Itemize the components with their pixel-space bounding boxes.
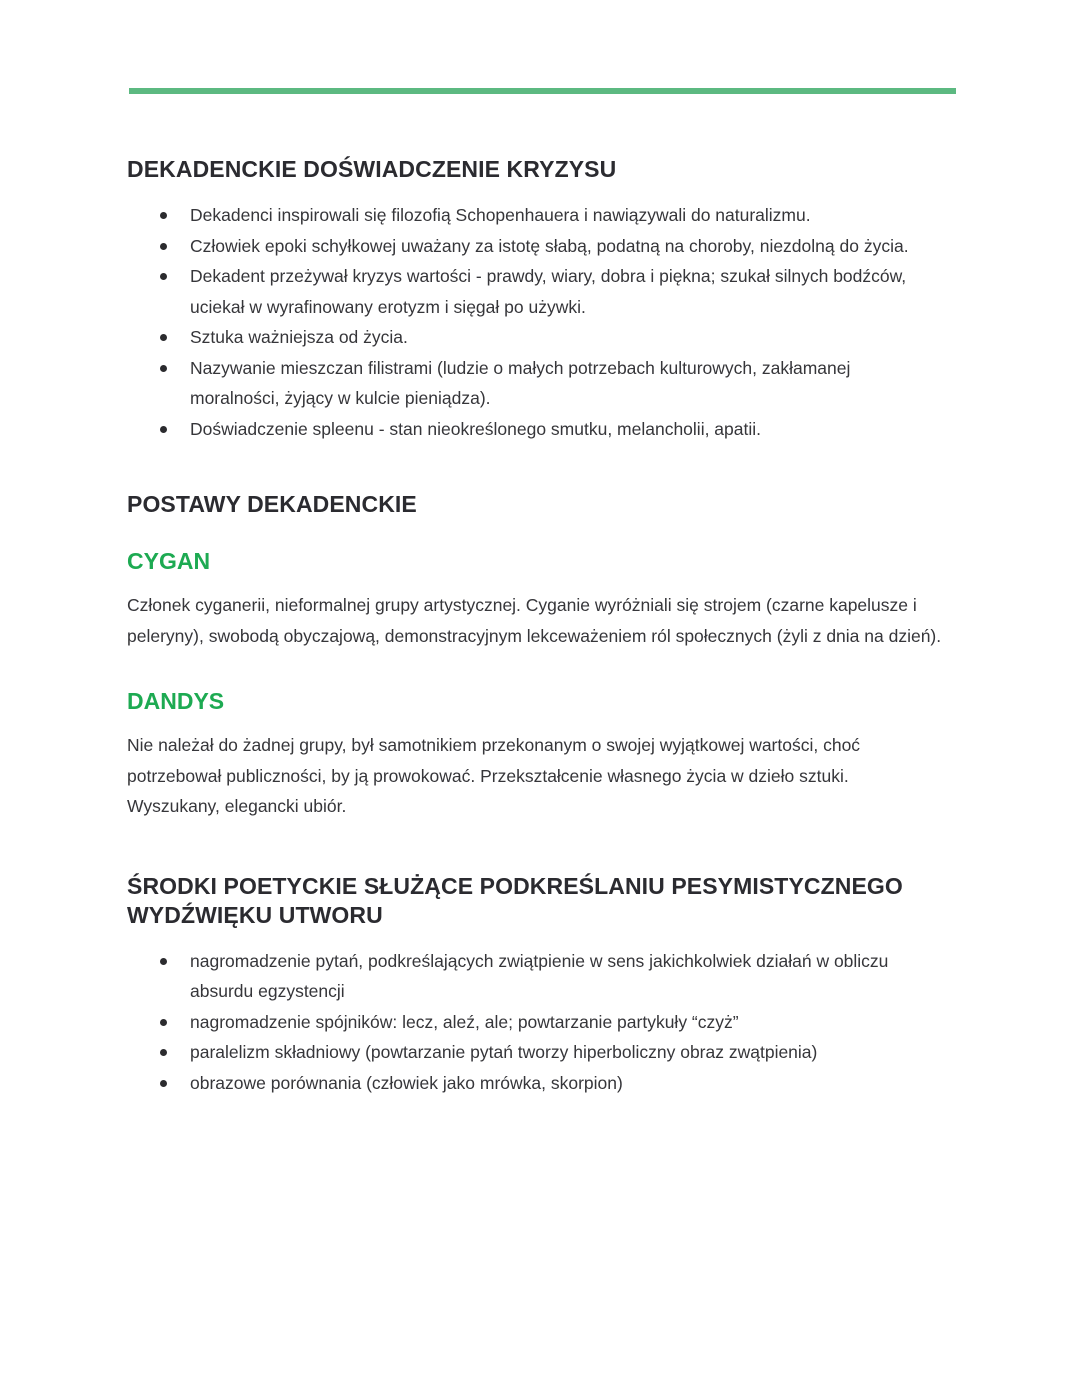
list-item: nagromadzenie spójników: lecz, aleź, ale; powtarzanie partykuły “czyż” (127, 1007, 942, 1038)
list-item: Sztuka ważniejsza od życia. (127, 322, 942, 353)
top-divider (129, 88, 956, 94)
list-item: Człowiek epoki schyłkowej uważany za istotę słabą, podatną na choroby, niezdolną do życia. (127, 231, 942, 262)
list-item: Nazywanie mieszczan filistrami (ludzie o małych potrzebach kulturowych, zakłamanej moralności, żyjący w kulcie pieniądza). (127, 353, 942, 414)
list-item: paralelizm składniowy (powtarzanie pytań tworzy hiperboliczny obraz zwątpienia) (127, 1037, 942, 1068)
section-title-kryzys: DEKADENCKIE DOŚWIADCZENIE KRYZYSU (127, 156, 617, 182)
section-title-postawy: POSTAWY DEKADENCKIE (127, 491, 417, 517)
list-item: nagromadzenie pytań, podkreślających zwiątpienie w sens jakichkolwiek działań w obliczu absurdu egzystencji (127, 946, 942, 1007)
document-content (127, 155, 942, 1098)
paragraph-cygan: Członek cyganerii, nieformalnej grupy artystycznej. Cyganie wyróżniali się strojem (czarne kapelusze i peleryny), swobodą obyczajową, demonstracyjnym lekceważeniem ról społecznych (żyli z dnia na dzień). (127, 595, 942, 646)
list-item: Dekadent przeżywał kryzys wartości - prawdy, wiary, dobra i piękna; szukał silnych bodźców, uciekał w wyrafinowany erotyzm i sięgał po używki. (127, 261, 942, 322)
section-title-srodki: ŚRODKI POETYCKIE SŁUŻĄCE PODKREŚLANIU PESYMISTYCZNEGO WYDŹWIĘKU UTWORU (127, 872, 903, 928)
list-item: obrazowe porównania (człowiek jako mrówka, skorpion) (127, 1068, 942, 1099)
subsection-title-dandys: DANDYS (127, 688, 225, 714)
list-item: Dekadenci inspirowali się filozofią Schopenhauera i nawiązywali do naturalizmu. (127, 200, 942, 231)
list-item: Doświadczenie spleenu - stan nieokreślonego smutku, melancholii, apatii. (127, 414, 942, 445)
srodki-list (127, 946, 942, 1099)
kryzys-list (127, 200, 942, 444)
paragraph-dandys: Nie należał do żadnej grupy, był samotnikiem przekonanym o swojej wyjątkowej wartości, choć potrzebował publiczności, by ją prowokować. Przekształcenie własnego życia w dzieło sztuki. Wyszukany, elegancki ubiór. (127, 735, 861, 816)
subsection-title-cygan: CYGAN (127, 548, 211, 574)
